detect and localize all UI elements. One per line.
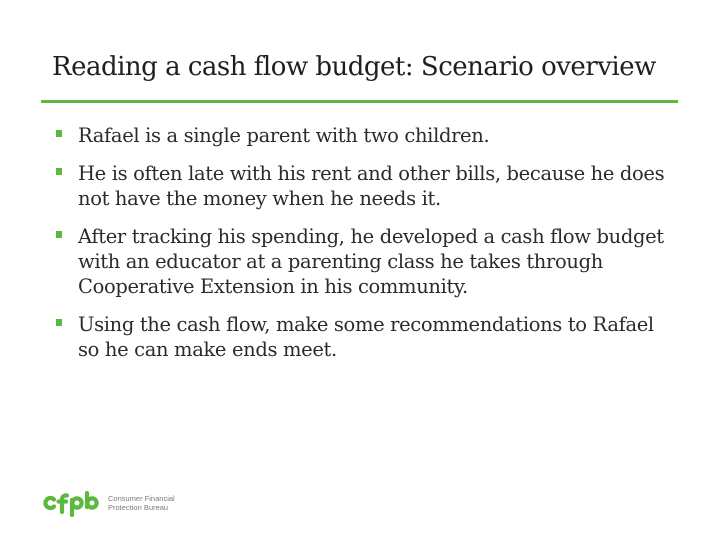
bullet-list	[52, 123, 677, 375]
cfpb-logo-mark-icon	[42, 489, 100, 517]
bullet-text: Using the cash flow, make some recommendations to Rafael so he can make ends meet.	[78, 313, 654, 361]
logo-wordmark	[108, 494, 175, 512]
bullet-text: Rafael is a single parent with two children.	[78, 124, 490, 147]
bullet-item	[52, 224, 677, 299]
title-divider	[41, 100, 678, 103]
bullet-text: He is often late with his rent and other bills, because he does not have the money when he needs it.	[78, 162, 665, 210]
square-bullet-icon	[55, 317, 63, 326]
square-bullet-icon	[55, 128, 63, 137]
bullet-item	[52, 312, 677, 362]
bullet-item	[52, 123, 677, 148]
bullet-item	[52, 161, 677, 211]
logo-line-1: Consumer Financial	[108, 494, 175, 503]
bullet-text: After tracking his spending, he developed a cash flow budget with an educator at a parenting class he takes through Cooperative Extension in his community.	[78, 225, 664, 298]
square-bullet-icon	[55, 166, 63, 175]
square-bullet-icon	[55, 229, 63, 238]
cfpb-logo	[42, 488, 175, 518]
logo-line-2: Protection Bureau	[108, 503, 169, 512]
slide-title: Reading a cash flow budget: Scenario overview	[52, 52, 656, 82]
